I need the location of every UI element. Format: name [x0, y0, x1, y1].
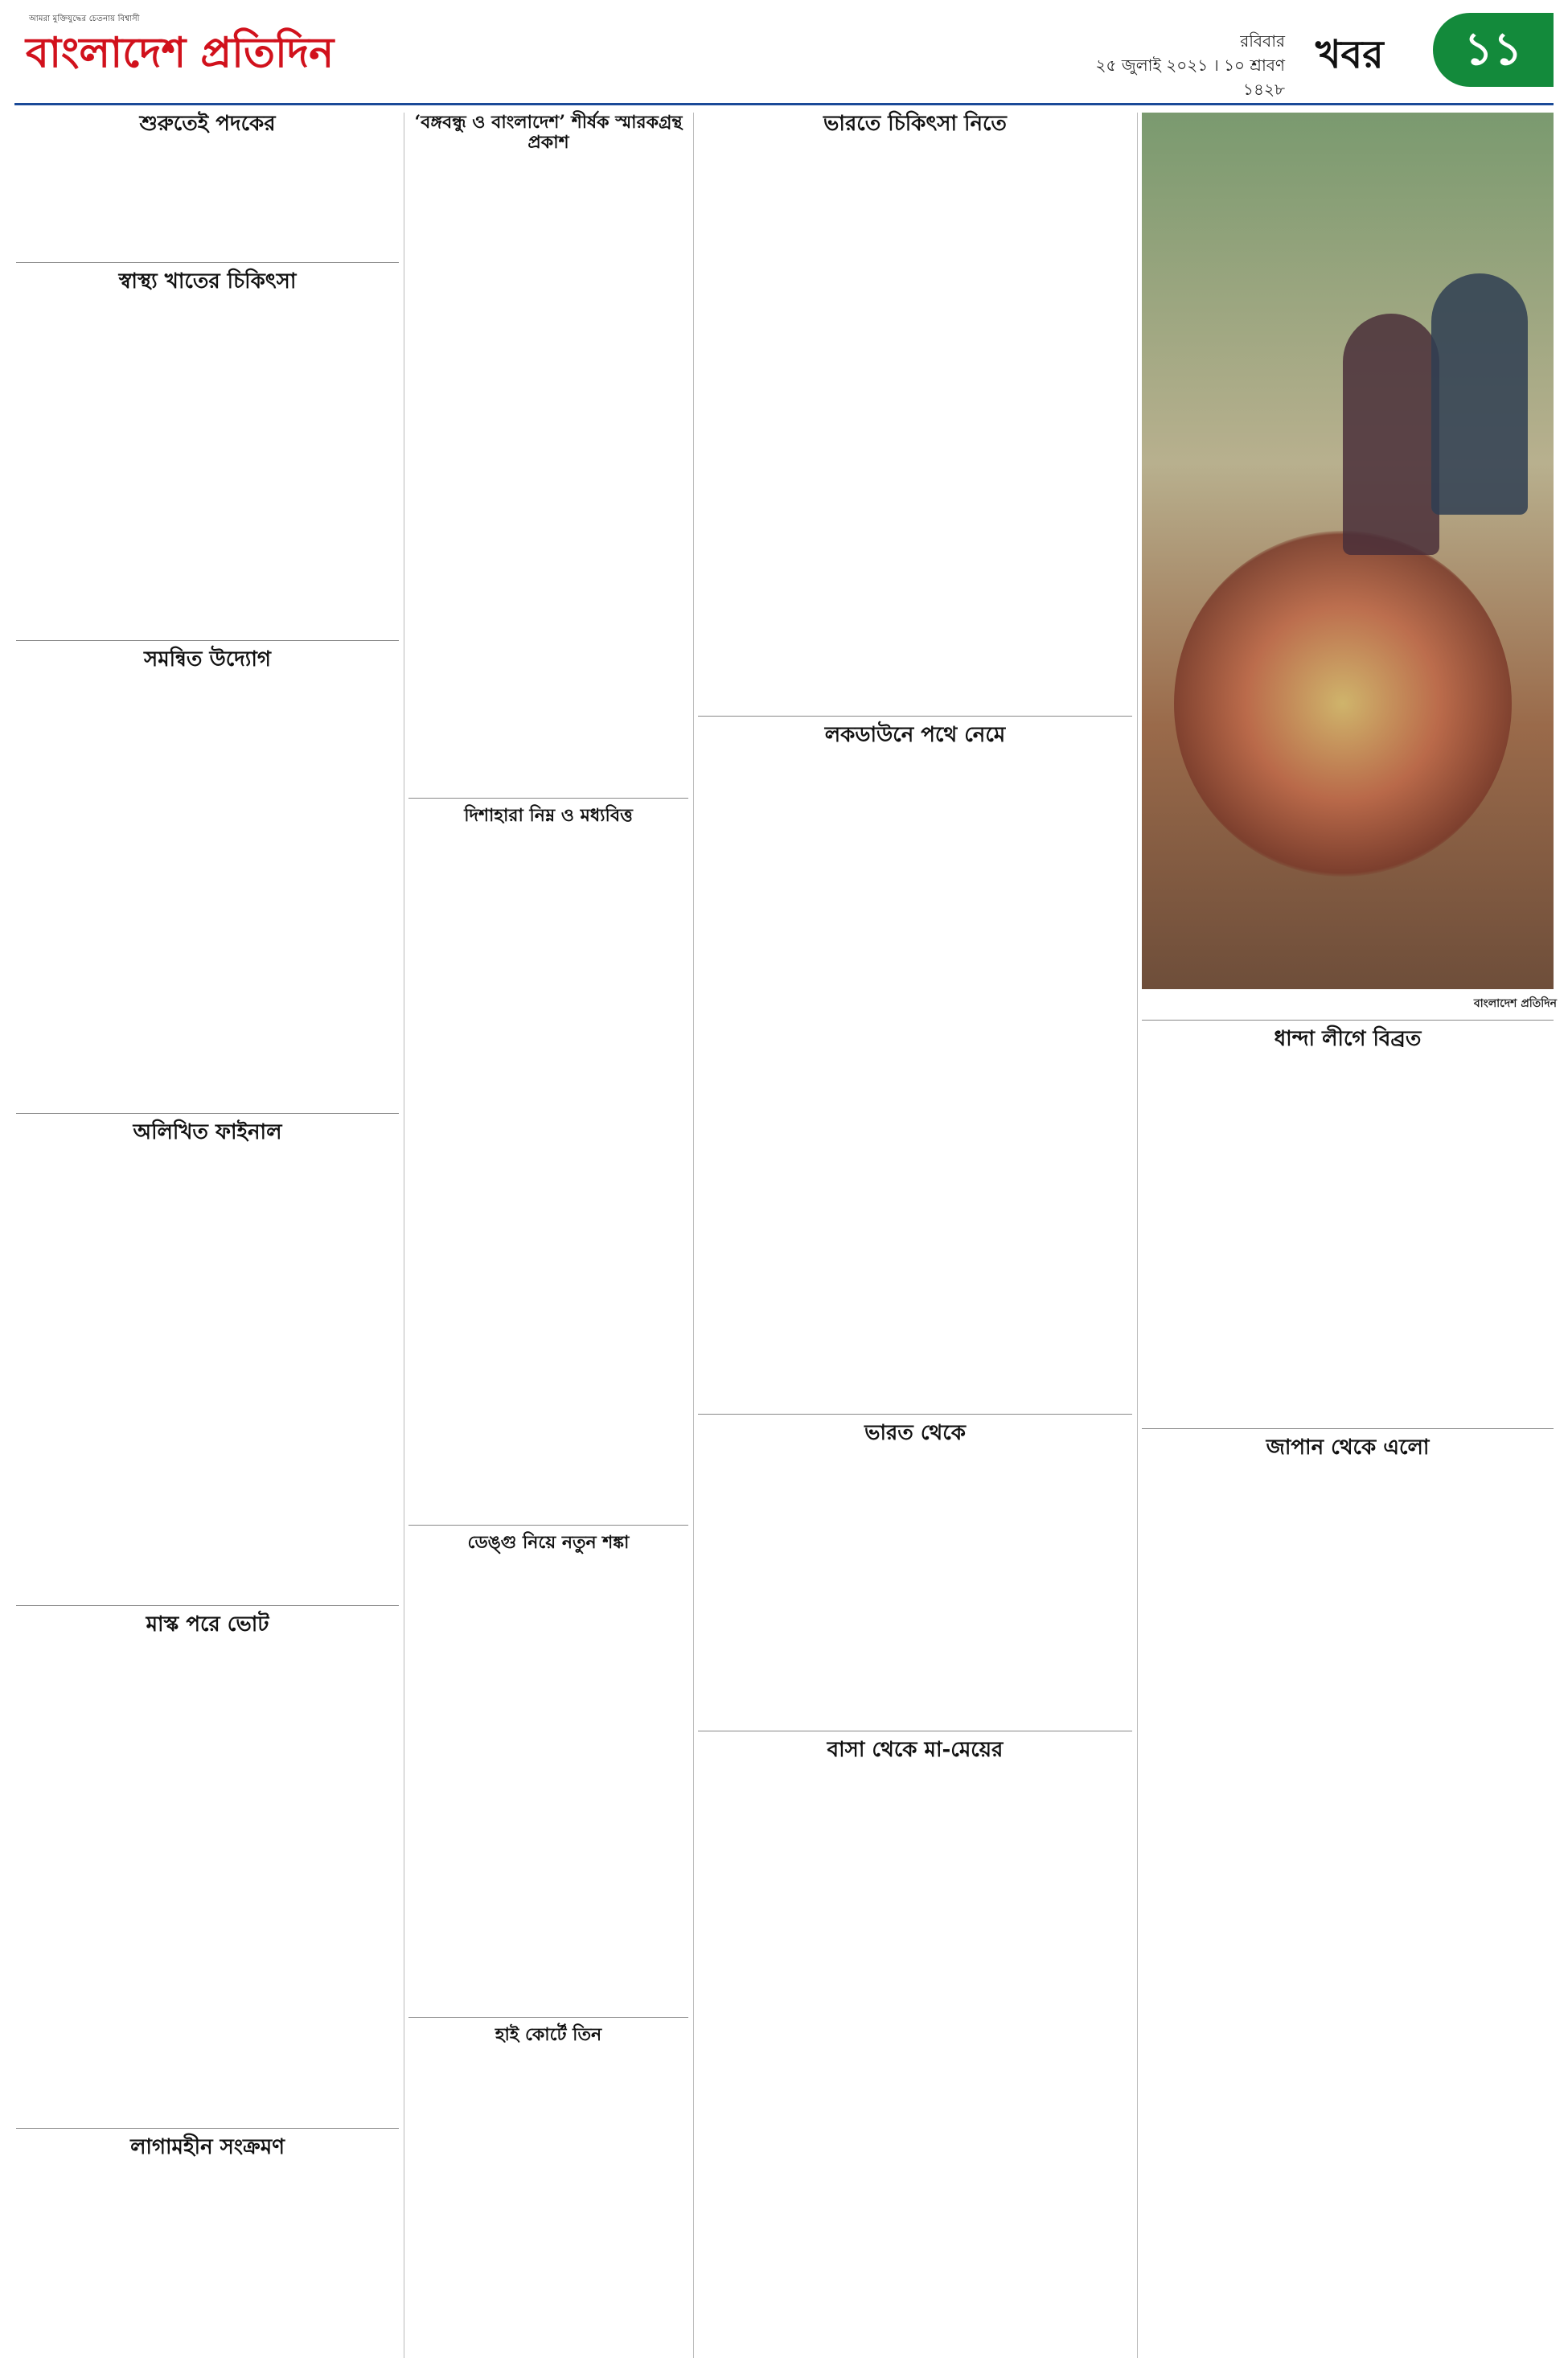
masthead	[14, 8, 1554, 105]
article-headline: স্বাস্থ্য খাতের চিকিৎসা	[118, 269, 297, 294]
article-headline: ডেঙ্গু নিয়ে নতুন শঙ্কা	[467, 1532, 630, 1553]
article-headline: বাসা থেকে মা-মেয়ের	[827, 1738, 1004, 1762]
article-headline: ভারত থেকে	[864, 1421, 966, 1445]
article-japan-theke-elo[interactable]	[1142, 1436, 1554, 1465]
dateline	[1092, 29, 1285, 101]
dateline-date: ২৫ জুলাই ২০২১ । ১০ শ্রাবণ ১৪২৮	[1095, 55, 1285, 99]
article-divider	[16, 1605, 399, 1606]
section-label: খবর	[1316, 32, 1384, 77]
dateline-day: রবিবার	[1240, 31, 1285, 51]
article-headline: হাই কোর্টে তিন	[495, 2024, 602, 2045]
article-olikhito-final[interactable]	[16, 1121, 399, 1150]
article-lagamhin-songkromon[interactable]	[16, 2136, 399, 2165]
logo-strapline: আমরা মুক্তিযুদ্ধের চেতনায় বিশ্বাসী	[29, 14, 140, 23]
article-headline: সমন্বিত উদ্যোগ	[144, 647, 271, 672]
article-headline: দিশাহারা নিম্ন ও মধ্যবিত্ত	[464, 805, 633, 826]
article-divider	[16, 640, 399, 641]
column-4	[1142, 113, 1554, 2358]
article-headline: লকডাউনে পথে নেমে	[824, 723, 1006, 747]
article-divider	[698, 1414, 1132, 1415]
article-headline: শুরুতেই পদকের	[139, 112, 276, 136]
article-lockdown-pothe-neme[interactable]	[698, 724, 1132, 753]
article-divider	[16, 262, 399, 263]
article-shuru-tei-poddoker[interactable]	[16, 113, 399, 142]
page-number-badge: ১১	[1433, 13, 1554, 87]
column-1	[16, 113, 399, 2358]
article-dishahara-nimno-moddhobitto[interactable]	[408, 806, 688, 831]
article-somonnito-uddog[interactable]	[16, 648, 399, 677]
article-dhanda-league[interactable]	[1142, 1028, 1554, 1057]
article-divider	[408, 2017, 688, 2018]
article-headline: মাস্ক পরে ভোট	[146, 1612, 269, 1637]
article-divider	[408, 798, 688, 799]
article-bangabandhu-smarakgrantha[interactable]	[408, 113, 688, 158]
article-divider	[16, 2128, 399, 2129]
article-divider	[698, 716, 1132, 717]
article-headline: ভারতে চিকিৎসা নিতে	[823, 112, 1007, 136]
article-headline: ধান্দা লীগে বিব্রত	[1274, 1027, 1422, 1051]
logo-wordmark: বাংলাদেশ প্রতিদিন	[26, 28, 335, 77]
column-3	[698, 113, 1132, 2358]
article-headline: ‘বঙ্গবন্ধু ও বাংলাদেশ’ শীর্ষক স্মারকগ্রন্থ প্রকাশ	[414, 112, 683, 154]
column-divider	[693, 113, 694, 2358]
newspaper-logo[interactable]	[26, 13, 335, 92]
article-headline: লাগামহীন সংক্রমণ	[130, 2135, 285, 2159]
article-high-court-e-tin[interactable]	[408, 2025, 688, 2050]
article-divider	[408, 1525, 688, 1526]
article-headline: জাপান থেকে এলো	[1266, 1435, 1430, 1460]
article-headline: অলিখিত ফাইনাল	[133, 1120, 282, 1144]
article-bharote-chikitsa[interactable]	[698, 113, 1132, 142]
article-divider	[16, 1113, 399, 1114]
article-shasthya-khater[interactable]	[16, 270, 399, 299]
article-basha-theke-ma-meyer[interactable]	[698, 1739, 1132, 1768]
photo-credit: বাংলাদেশ প্রতিদিন	[1473, 997, 1557, 1010]
article-divider	[1142, 1020, 1554, 1021]
article-divider	[1142, 1428, 1554, 1429]
article-dengue-notun-shongka[interactable]	[408, 1533, 688, 1558]
column-divider	[1137, 113, 1138, 2358]
article-bharot-theke[interactable]	[698, 1422, 1132, 1451]
column-2	[408, 113, 688, 2358]
article-mask-pore-vote[interactable]	[16, 1613, 399, 1642]
